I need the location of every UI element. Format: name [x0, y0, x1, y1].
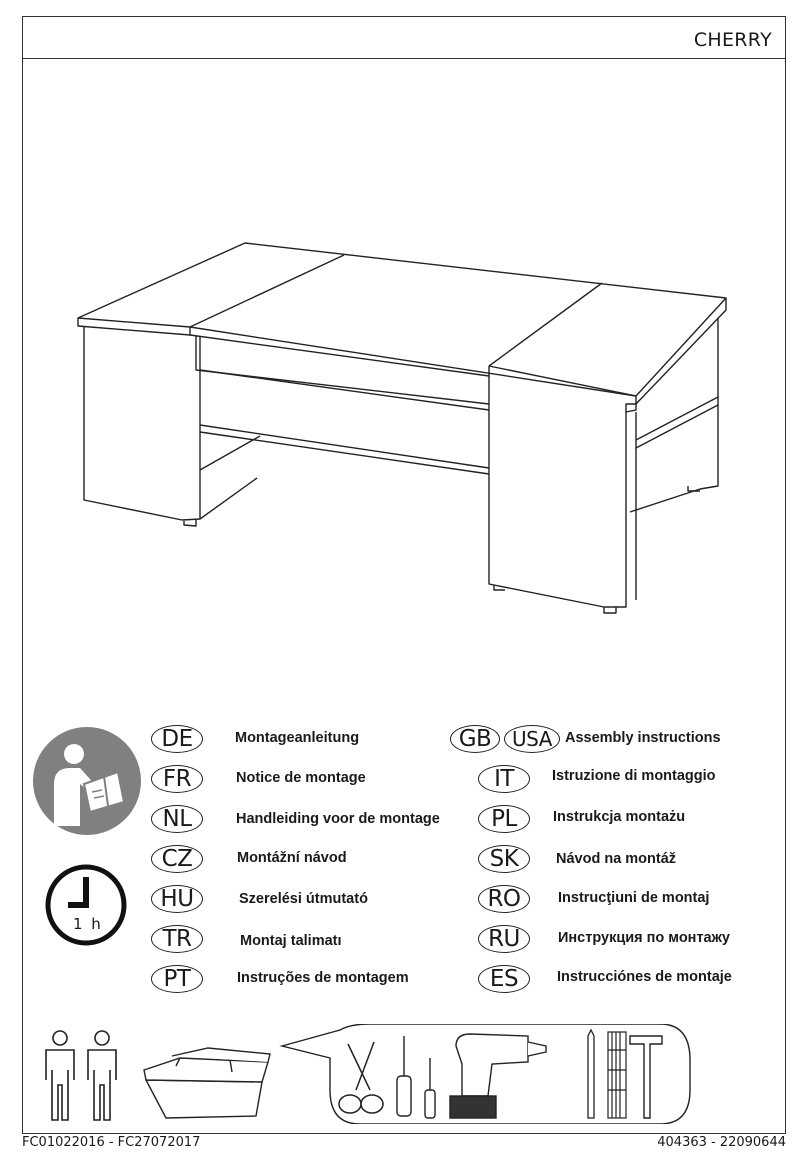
- language-code: HU: [151, 885, 203, 913]
- two-people-icon: [46, 1031, 116, 1120]
- language-title: Montážní návod: [237, 850, 347, 866]
- language-code: ES: [478, 965, 530, 993]
- language-title: Notice de montage: [236, 770, 366, 786]
- language-code: NL: [151, 805, 203, 833]
- language-code: FR: [151, 765, 203, 793]
- assembly-time: 1 h: [73, 915, 103, 933]
- language-title: Istruzione di montaggio: [552, 768, 716, 784]
- language-code-secondary: USA: [504, 725, 560, 753]
- language-title: Instruções de montagem: [237, 970, 409, 986]
- language-code: CZ: [151, 845, 203, 873]
- language-code: DE: [151, 725, 203, 753]
- read-instructions-icon: [32, 726, 142, 836]
- language-title: Инструкция по монтажу: [558, 930, 730, 946]
- clock-icon: [44, 863, 128, 947]
- header-divider: [22, 58, 786, 59]
- language-code: IT: [478, 765, 530, 793]
- cordless-drill-icon: [450, 1034, 546, 1118]
- hammer-icon: [630, 1036, 662, 1118]
- language-code: GB: [450, 725, 500, 753]
- language-title: Szerelési útmutató: [239, 891, 368, 907]
- language-title: Instrukcja montażu: [553, 809, 686, 825]
- language-title: Instrucţiuni de montaj: [558, 890, 710, 906]
- language-title: Montaj talimatı: [240, 933, 342, 949]
- folding-ruler-icon: [608, 1032, 626, 1118]
- language-code: PT: [151, 965, 203, 993]
- coffee-table-illustration: [70, 235, 740, 620]
- screwdriver-icon: [397, 1036, 411, 1116]
- small-screwdriver-icon: [425, 1058, 435, 1118]
- pencil-icon: [588, 1030, 594, 1118]
- required-tools: [36, 1024, 696, 1124]
- language-code: RO: [478, 885, 530, 913]
- language-title: Handleiding voor de montage: [236, 811, 440, 827]
- model-name: CHERRY: [693, 29, 772, 51]
- language-code: RU: [478, 925, 530, 953]
- footer-right-code: 404363 - 22090644: [657, 1135, 786, 1150]
- language-title: Assembly instructions: [565, 730, 721, 746]
- language-code: SK: [478, 845, 530, 873]
- toolbox-icon: [144, 1048, 270, 1118]
- language-title: Montageanleitung: [235, 730, 360, 746]
- language-title: Návod na montáž: [556, 851, 677, 867]
- footer-left-code: FC01022016 - FC27072017: [22, 1135, 201, 1150]
- language-title: Instrucciónes de montaje: [557, 969, 732, 985]
- scissors-icon: [339, 1042, 383, 1113]
- language-code: TR: [151, 925, 203, 953]
- language-code: PL: [478, 805, 530, 833]
